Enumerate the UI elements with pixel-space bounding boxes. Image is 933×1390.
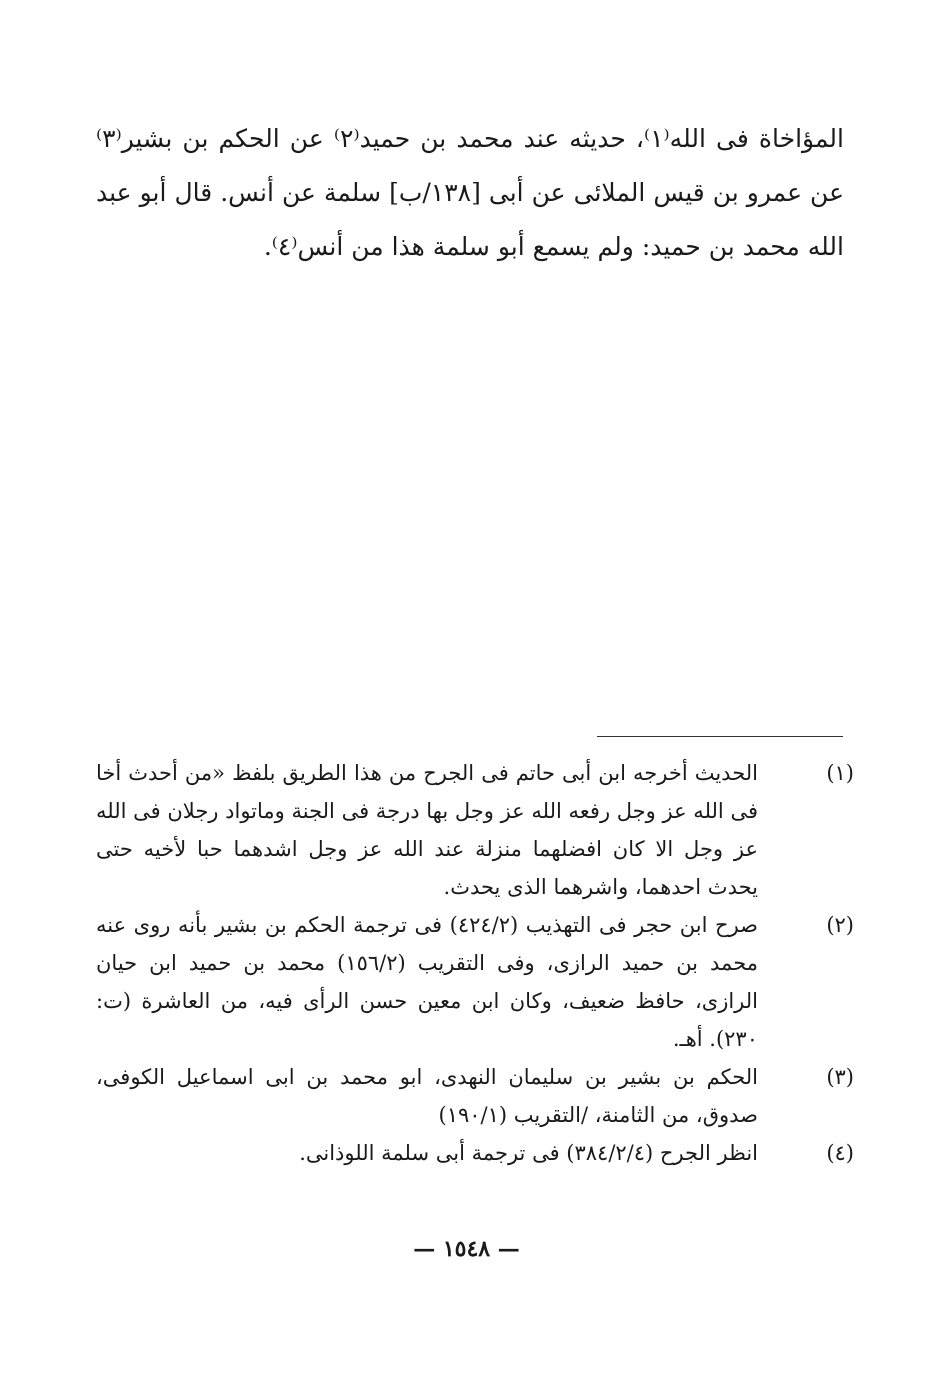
footnote-text: الحديث أخرجه ابن أبى حاتم فى الجرح من هذا الطريق بلفظ «من أحدث أخا فى الله عز وجل رفعه الله عز وجل بها درجة فى الجنة وماتواد رجلان فى الله عز وجل الا كان افضلهما منزلة عند الله عز وجل اشدهما حبا لأخيه حتى يحدث احدهما، واشرهما الذى يحدث. xyxy=(96,761,758,899)
footnotes-section xyxy=(96,754,854,1172)
footnote-text: صرح ابن حجر فى التهذيب (٤٢٤/٢) فى ترجمة الحكم بن بشير بأنه روى عنه محمد بن حميد الرازى، وفى التقريب (١٥٦/٢) محمد بن حميد ابن حيان الرازى، حافظ ضعيف، وكان ابن معين حسن الرأى فيه، من العاشرة (ت: ٢٣٠). أهـ. xyxy=(96,913,758,1051)
footnote-1 xyxy=(96,754,854,906)
footnote-number: (١) xyxy=(826,761,854,785)
footnote-number: (٢) xyxy=(826,913,854,937)
footnote-text: انظر الجرح (٣٨٤/٢/٤) فى ترجمة أبى سلمة اللوذانى. xyxy=(299,1141,758,1165)
page-number: — ١٥٤٨ — xyxy=(413,1236,520,1262)
main-text-block xyxy=(96,112,844,274)
footnote-3 xyxy=(96,1058,854,1134)
footnote-4 xyxy=(96,1134,854,1172)
footnote-number: (٤) xyxy=(826,1141,854,1165)
footnote-text: الحكم بن بشير بن سليمان النهدى، ابو محمد بن ابى اسماعيل الكوفى، صدوق، من الثامنة، /التقريب (١٩٠/١) xyxy=(96,1065,758,1127)
footnote-divider xyxy=(597,736,843,737)
footnote-number: (٣) xyxy=(826,1065,854,1089)
footnote-2 xyxy=(96,906,854,1058)
main-paragraph: المؤاخاة فى الله⁽١⁾، حديثه عند محمد بن حميد⁽٢⁾ عن الحكم بن بشير⁽٣⁾ عن عمرو بن قيس الملائى عن أبى [١٣٨/ب] سلمة عن أنس. قال أبو عبد الله محمد بن حميد: ولم يسمع أبو سلمة هذا من أنس⁽٤⁾. xyxy=(96,124,844,261)
